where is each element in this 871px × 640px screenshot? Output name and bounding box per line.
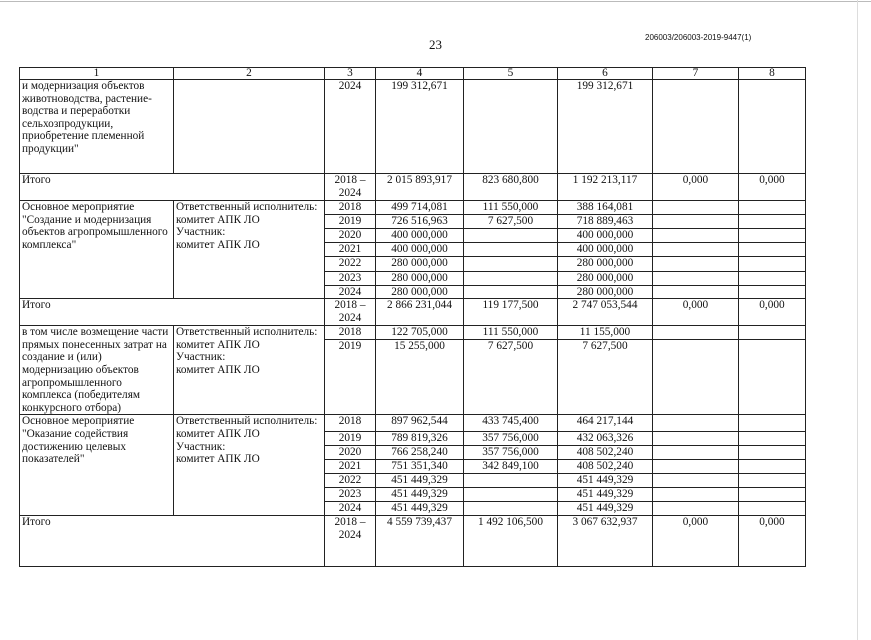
year-cell: 2022: [325, 474, 376, 488]
col-header: 6: [558, 68, 653, 80]
federal-value: [464, 257, 558, 272]
col8-value: [739, 80, 806, 174]
participant-label: Участник:: [176, 226, 226, 239]
total-value: 15 255,000: [376, 340, 464, 415]
col7-value: [653, 326, 739, 340]
regional-value: 432 063,326: [558, 432, 653, 446]
federal-value: [464, 502, 558, 516]
col8-value: [739, 415, 806, 432]
participant-value: комитет АПК ЛО: [176, 238, 260, 251]
federal-value: 7 627,500: [464, 340, 558, 415]
regional-value: 280 000,000: [558, 257, 653, 272]
federal-value: 111 550,000: [464, 326, 558, 340]
table-row: [20, 326, 806, 340]
participant-label: Участник:: [176, 351, 226, 364]
period-start: 2018 –: [334, 515, 366, 528]
executor-cell: [174, 201, 325, 299]
col8-value: [739, 272, 806, 286]
federal-value: 119 177,500: [464, 299, 558, 326]
total-label: Итого: [20, 515, 325, 566]
regional-value: 199 312,671: [558, 80, 653, 174]
year-cell: 2024: [325, 502, 376, 516]
col-header: 1: [20, 68, 174, 80]
col7-value: 0,000: [653, 299, 739, 326]
year-cell: 2024: [325, 80, 376, 174]
col7-value: [653, 432, 739, 446]
col8-value: [739, 474, 806, 488]
period-start: 2018 –: [334, 299, 366, 312]
col8-value: [739, 432, 806, 446]
regional-value: 408 502,240: [558, 446, 653, 460]
total-value: 897 962,544: [376, 415, 464, 432]
year-cell: 2018: [325, 201, 376, 215]
total-value: 2 015 893,917: [376, 174, 464, 201]
total-value: 499 714,081: [376, 201, 464, 215]
year-cell: 2021: [325, 243, 376, 257]
col8-value: 0,000: [739, 515, 806, 566]
col7-value: [653, 229, 739, 243]
col8-value: [739, 446, 806, 460]
col8-value: [739, 229, 806, 243]
executor-label: Ответственный исполнитель:: [176, 326, 318, 339]
total-value: 400 000,000: [376, 229, 464, 243]
col7-value: [653, 201, 739, 215]
page-number: 23: [429, 37, 442, 52]
federal-value: [464, 229, 558, 243]
col7-value: [653, 446, 739, 460]
federal-value: 357 756,000: [464, 446, 558, 460]
federal-value: [464, 285, 558, 299]
regional-value: 388 164,081: [558, 201, 653, 215]
participant-value: комитет АПК ЛО: [176, 363, 260, 376]
col8-value: [739, 460, 806, 474]
federal-value: [464, 272, 558, 286]
executor-label: Ответственный исполнитель:: [176, 201, 318, 213]
total-value: 726 516,963: [376, 215, 464, 229]
col-header: 4: [376, 68, 464, 80]
regional-value: 451 449,329: [558, 502, 653, 516]
executor-value: комитет АПК ЛО: [176, 338, 260, 351]
col7-value: [653, 243, 739, 257]
col8-value: 0,000: [739, 174, 806, 201]
activity-name: Основное мероприятие "Оказание содействия достижению целевых показателей": [20, 415, 174, 516]
col-header: 8: [739, 68, 806, 80]
regional-value: 464 217,144: [558, 415, 653, 432]
total-value: 751 351,340: [376, 460, 464, 474]
year-cell: 2021: [325, 460, 376, 474]
regional-value: 451 449,329: [558, 474, 653, 488]
year-cell: 2022: [325, 257, 376, 272]
activity-name: Основное мероприятие "Создание и модернизация объектов агропромышленного комплекса": [20, 201, 174, 299]
year-cell: 2019: [325, 340, 376, 415]
total-value: 280 000,000: [376, 257, 464, 272]
col7-value: [653, 460, 739, 474]
col7-value: [653, 80, 739, 174]
total-value: 451 449,329: [376, 474, 464, 488]
regional-value: 7 627,500: [558, 340, 653, 415]
executor-cell: [174, 415, 325, 516]
period-cell: [325, 174, 376, 201]
regional-value: 718 889,463: [558, 215, 653, 229]
year-cell: 2018: [325, 415, 376, 432]
col7-value: [653, 257, 739, 272]
total-value: 451 449,329: [376, 488, 464, 502]
year-cell: 2019: [325, 215, 376, 229]
period-cell: [325, 515, 376, 566]
federal-value: 111 550,000: [464, 201, 558, 215]
federal-value: 357 756,000: [464, 432, 558, 446]
total-row: [20, 174, 806, 201]
col8-value: [739, 326, 806, 340]
total-value: 2 866 231,044: [376, 299, 464, 326]
col7-value: [653, 340, 739, 415]
total-value: 4 559 739,437: [376, 515, 464, 566]
activity-name: и модернизация объектов животноводства, растение-водства и переработки сельхозпродукции, приобретение племенной продукции": [20, 80, 174, 174]
total-row: [20, 299, 806, 326]
col8-value: [739, 502, 806, 516]
period-end: 2024: [338, 186, 362, 199]
regional-value: 280 000,000: [558, 272, 653, 286]
regional-value: 408 502,240: [558, 460, 653, 474]
year-cell: 2023: [325, 272, 376, 286]
total-value: 280 000,000: [376, 285, 464, 299]
total-value: 451 449,329: [376, 502, 464, 516]
col-header: 3: [325, 68, 376, 80]
total-value: 122 705,000: [376, 326, 464, 340]
executor-cell: [174, 326, 325, 415]
federal-value: 342 849,100: [464, 460, 558, 474]
col8-value: [739, 243, 806, 257]
table-row: [20, 415, 806, 432]
total-label: Итого: [20, 174, 325, 201]
period-start: 2018 –: [334, 174, 366, 186]
col8-value: 0,000: [739, 299, 806, 326]
total-row: [20, 515, 806, 566]
col7-value: [653, 415, 739, 432]
table-row: [20, 80, 806, 174]
col8-value: [739, 201, 806, 215]
executor-label: Ответственный исполнитель:: [176, 415, 318, 428]
federal-value: [464, 488, 558, 502]
total-label: Итого: [20, 299, 325, 326]
col7-value: [653, 285, 739, 299]
executor-cell: [174, 80, 325, 174]
scan-top-edge: [0, 1, 871, 2]
scan-right-edge: [857, 0, 858, 640]
total-value: 280 000,000: [376, 272, 464, 286]
year-cell: 2023: [325, 488, 376, 502]
col7-value: [653, 215, 739, 229]
regional-value: 1 192 213,117: [558, 174, 653, 201]
period-end: 2024: [338, 528, 362, 541]
participant-value: комитет АПК ЛО: [176, 453, 260, 466]
federal-value: [464, 80, 558, 174]
year-cell: 2018: [325, 326, 376, 340]
regional-value: 11 155,000: [558, 326, 653, 340]
executor-value: комитет АПК ЛО: [176, 427, 260, 440]
executor-value: комитет АПК ЛО: [176, 213, 260, 226]
regional-value: 400 000,000: [558, 229, 653, 243]
col7-value: 0,000: [653, 515, 739, 566]
participant-label: Участник:: [176, 440, 226, 453]
federal-value: 1 492 106,500: [464, 515, 558, 566]
col-header: 7: [653, 68, 739, 80]
activity-name: в том числе возмещение части прямых понесенных затрат на создание и (или) модернизацию объектов агропромышленного комплекса (победителям конкурсного отбора): [20, 326, 174, 415]
col8-value: [739, 488, 806, 502]
regional-value: 3 067 632,937: [558, 515, 653, 566]
table-row: [20, 201, 806, 215]
budget-table: [19, 67, 806, 567]
total-value: 766 258,240: [376, 446, 464, 460]
col8-value: [739, 215, 806, 229]
header-row: [20, 68, 806, 80]
document-id: 206003/206003-2019-9447(1): [645, 33, 752, 42]
col8-value: [739, 257, 806, 272]
col7-value: [653, 272, 739, 286]
year-cell: 2019: [325, 432, 376, 446]
col7-value: [653, 502, 739, 516]
col7-value: [653, 474, 739, 488]
col-header: 2: [174, 68, 325, 80]
year-cell: 2024: [325, 285, 376, 299]
col8-value: [739, 340, 806, 415]
year-cell: 2020: [325, 229, 376, 243]
regional-value: 2 747 053,544: [558, 299, 653, 326]
federal-value: [464, 243, 558, 257]
col7-value: [653, 488, 739, 502]
period-end: 2024: [338, 311, 362, 324]
period-cell: [325, 299, 376, 326]
federal-value: [464, 474, 558, 488]
federal-value: 433 745,400: [464, 415, 558, 432]
federal-value: 7 627,500: [464, 215, 558, 229]
col8-value: [739, 285, 806, 299]
total-value: 400 000,000: [376, 243, 464, 257]
federal-value: 823 680,800: [464, 174, 558, 201]
col-header: 5: [464, 68, 558, 80]
total-value: 789 819,326: [376, 432, 464, 446]
col7-value: 0,000: [653, 174, 739, 201]
regional-value: 451 449,329: [558, 488, 653, 502]
total-value: 199 312,671: [376, 80, 464, 174]
year-cell: 2020: [325, 446, 376, 460]
regional-value: 280 000,000: [558, 285, 653, 299]
regional-value: 400 000,000: [558, 243, 653, 257]
